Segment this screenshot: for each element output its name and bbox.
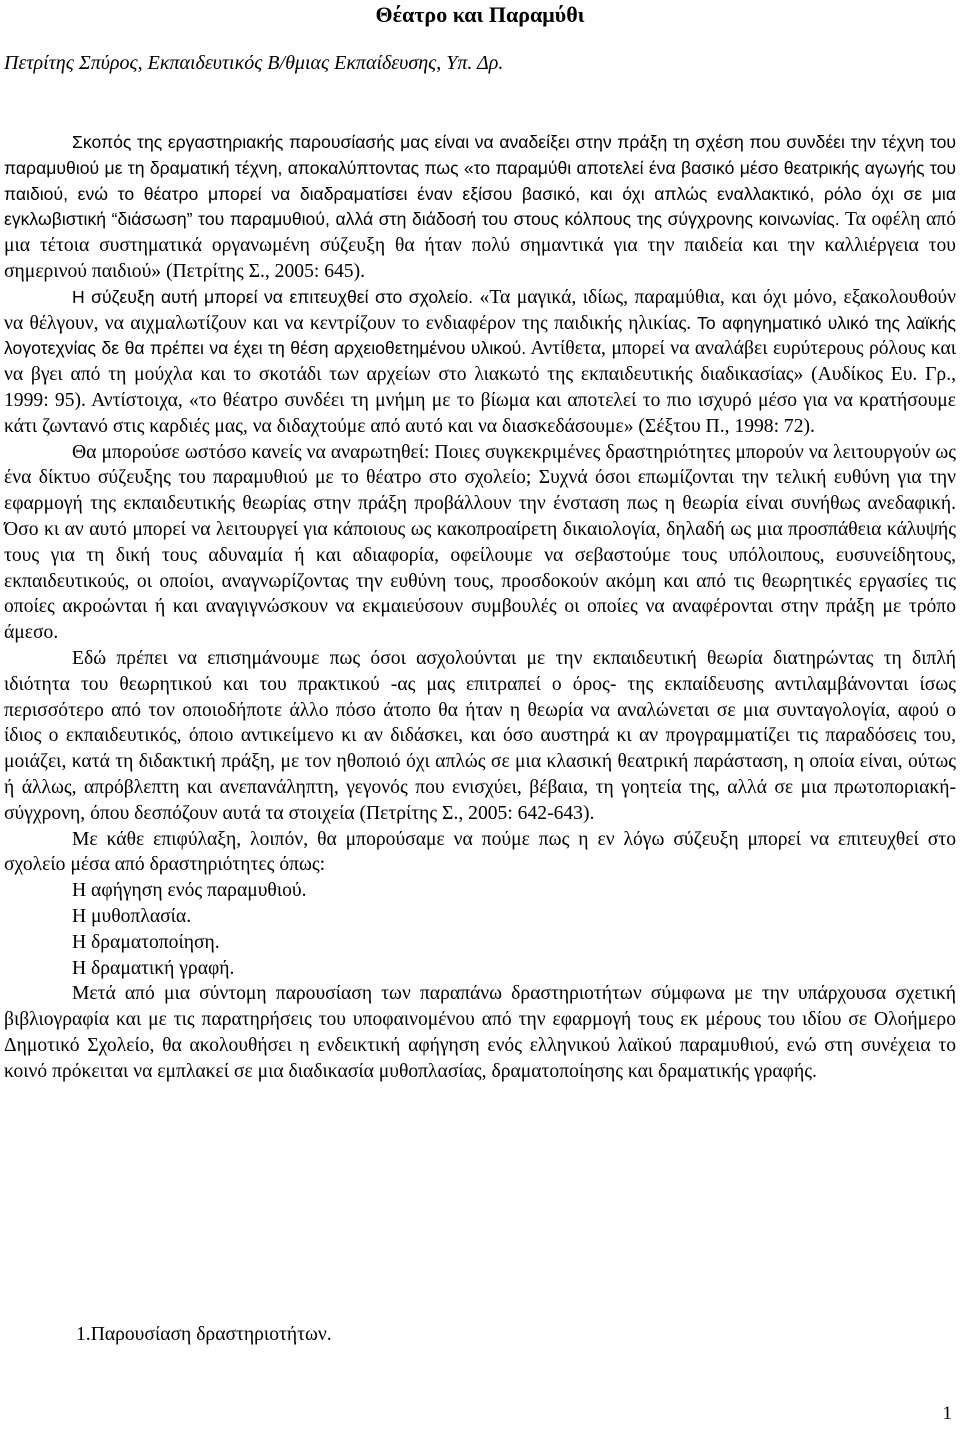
paragraph-purpose xyxy=(4,130,956,285)
paragraph-text: Σκοπός της εργαστηριακής παρουσίασής μας είναι να αναδείξει στην πράξη τη σχέση που συνδέει την τέχνη του παραμυθιού με τη δραματική τέχνη, αποκαλύπτοντας πως «το παραμύθι αποτελεί ένα βασικό μέσο θεατρικής αγωγής του παιδιού, ενώ το θέατρο μπορεί να διαδραματίσει έναν εξίσου βασικό, και όχι απλώς εναλλακτικό, ρόλο όχι σε μια εγκλωβιστική “διάσωση” του παραμυθιού, αλλά στη διάδοσή του στους κόλπους της σύγχρονης κοινωνίας. xyxy=(4,132,956,230)
document-body xyxy=(4,130,956,1084)
paragraph-text: Το αφηγηματικό υλικό της λαϊκής λογοτεχνίας δε θα πρέπει να έχει τη θέση αρχειοθετημένου υλικού. xyxy=(4,312,956,359)
paragraph-text: Θα μπορούσε ωστόσο κανείς να αναρωτηθεί: Ποιες συγκεκριμένες δραστηριότητες μπορούν να λειτουργούν ως ένα δίκτυο σύζευξης του παραμυθιού με το θέατρο στο σχολείο; Συχνά όσοι επωμίζονται την τελική ευθύνη για την εφαρμογή της εκπαιδευτικής θεωρίας στην πράξη προβάλλουν την ένσταση πως η θεωρία είναι συνήθως ανεδαφική. xyxy=(4,441,956,515)
list-item: Η δραματοποίηση. xyxy=(72,931,220,953)
paragraph-text: Η σύζευξη αυτή μπορεί να επιτευχθεί στο σχολείο. xyxy=(72,286,474,307)
paragraph-text: Αντίθετα, μπορεί να αναλάβει ευρύτερους ρόλους και να βγει από τη μούχλα και το σκοτάδι των αρχείων στο λιακωτό της εκπαιδευτικής διαδικασίας» (Αυδίκος Ευ. Γρ., 1999: 95). Αντίστοιχα, «το θέατρο συνδέει τη μνήμη με το βίωμα και αποτελεί το πιο ισχυρό μέσο για να κρατήσουμε κάτι ζωντανό στις καρδιές μας, να διδαχτούμε από αυτό και να διασκεδάσουμε» (Σέξτου Π., 1998: 72). xyxy=(4,338,956,437)
paragraph-activities-intro: Με κάθε επιφύλαξη, λοιπόν, θα μπορούσαμε να πούμε πως η εν λόγω σύζευξη μπορεί να επιτευχθεί στο σχολείο μέσα από δραστηριότητες όπως: xyxy=(4,828,956,876)
paragraph-theory: Εδώ πρέπει να επισημάνουμε πως όσοι ασχολούνται με την εκπαιδευτική θεωρία διατηρώντας τη διπλή ιδιότητα του θεωρητικού και του πρακτικού -ας μας επιτραπεί ο όρος- της εκπαίδευσης αντιλαμβάνονται ίσως περισσότερο από τον οποιοδήποτε άλλο πόσο άτοπο θα ήταν η θεωρία να αναλώνεται σε μια συνταγολογία, αφού ο ίδιος ο εκπαιδευτικός, όποιο αντικείμενο κι αν διδάσκει, και όσο αυστηρά κι αν προγραμματίζει τις παραδόσεις του, μοιάζει, κατά τη διδακτική πράξη, με τον ηθοποιό όχι απλώς σε μια κλασική θεατρική παράσταση, η οποία είναι, ούτως ή άλλως, απρόβλεπτη και ανεπανάληπτη, γεγονός που ενισχύει, βέβαια, τη γοητεία της, αλλά σε μια πρωτοποριακή-σύγχρονη, όπου δεσπόζουν αυτά τα στοιχεία (Πετρίτης Σ., 2005: 642-643). xyxy=(4,647,956,824)
document-title: Θέατρο και Παραμύθι xyxy=(375,2,585,27)
author-line: Πετρίτης Σπύρος, Εκπαιδευτικός Β/θμιας Εκπαίδευσης, Υπ. Δρ. xyxy=(4,52,504,74)
paragraph-closing: Μετά από μια σύντομη παρουσίαση των παραπάνω δραστηριοτήτων σύμφωνα με την υπάρχουσα σχετική βιβλιογραφία και με τις παρατηρήσεις του υποφαινομένου από την εφαρμογή τους εκ μέρους του ιδίου σε Ολοήμερο Δημοτικό Σχολείο, θα ακολουθήσει η ενδεικτική αφήγηση ενός ελληνικού λαϊκού παραμυθιού, ενώ στη συνέχεια το κοινό πρόκειται να εμπλακεί σε μια διαδικασία μυθοπλασίας, δραματοποίησης και δραματικής γραφής. xyxy=(4,983,956,1082)
page-number: 1 xyxy=(942,1403,952,1424)
activities-list xyxy=(4,878,956,981)
document-page xyxy=(4,0,956,1440)
list-item: Η αφήγηση ενός παραμυθιού. xyxy=(72,880,307,902)
list-item: Η μυθοπλασία. xyxy=(72,905,192,927)
paragraph-school xyxy=(4,285,956,440)
paragraph-text: Όσο κι αν αυτό μπορεί να λειτουργεί για κάποιους ως κακοπροαίρετη δικαιολογία, δηλαδή ως μια προσπάθεια κάλυψής τους για τη δική τους αδυναμία ή και αδιαφορία, οφείλουμε να σεβαστούμε τους υπόλοιπους, ευσυνείδητους, εκπαιδευτικούς, οι οποίοι, αναγνωρίζοντας την ευθύνη τους, προσδοκούν ακόμη και από τις θεωρητικές εργασίες τις οποίες ακροώνται ή και αναγιγνώσκουν να εκμαιεύσουν συμβουλές οι οποίες να αναφέρονται στην πράξη με τρόπο άμεσο. xyxy=(4,518,956,644)
section-heading: 1.Παρουσίαση δραστηριοτήτων. xyxy=(76,1324,332,1345)
list-item: Η δραματική γραφή. xyxy=(72,957,235,979)
paragraph-question xyxy=(4,440,956,646)
paragraph-text: Τα οφέλη από μια τέτοια συστηματικά οργανωμένη σύζευξη θα ήταν πολύ σημαντικά για την παιδεία και την καλλιέργεια του σημερινού παιδιού» (Πετρίτης Σ., 2005: 645). xyxy=(4,209,956,282)
paragraph-text: «Τα μαγικά, ιδίως, παραμύθια, και όχι μόνο, εξακολουθούν να θέλγουν, να αιχμαλωτίζουν και να κεντρίζουν το ενδιαφέρον της παιδικής ηλικίας. xyxy=(4,286,956,334)
